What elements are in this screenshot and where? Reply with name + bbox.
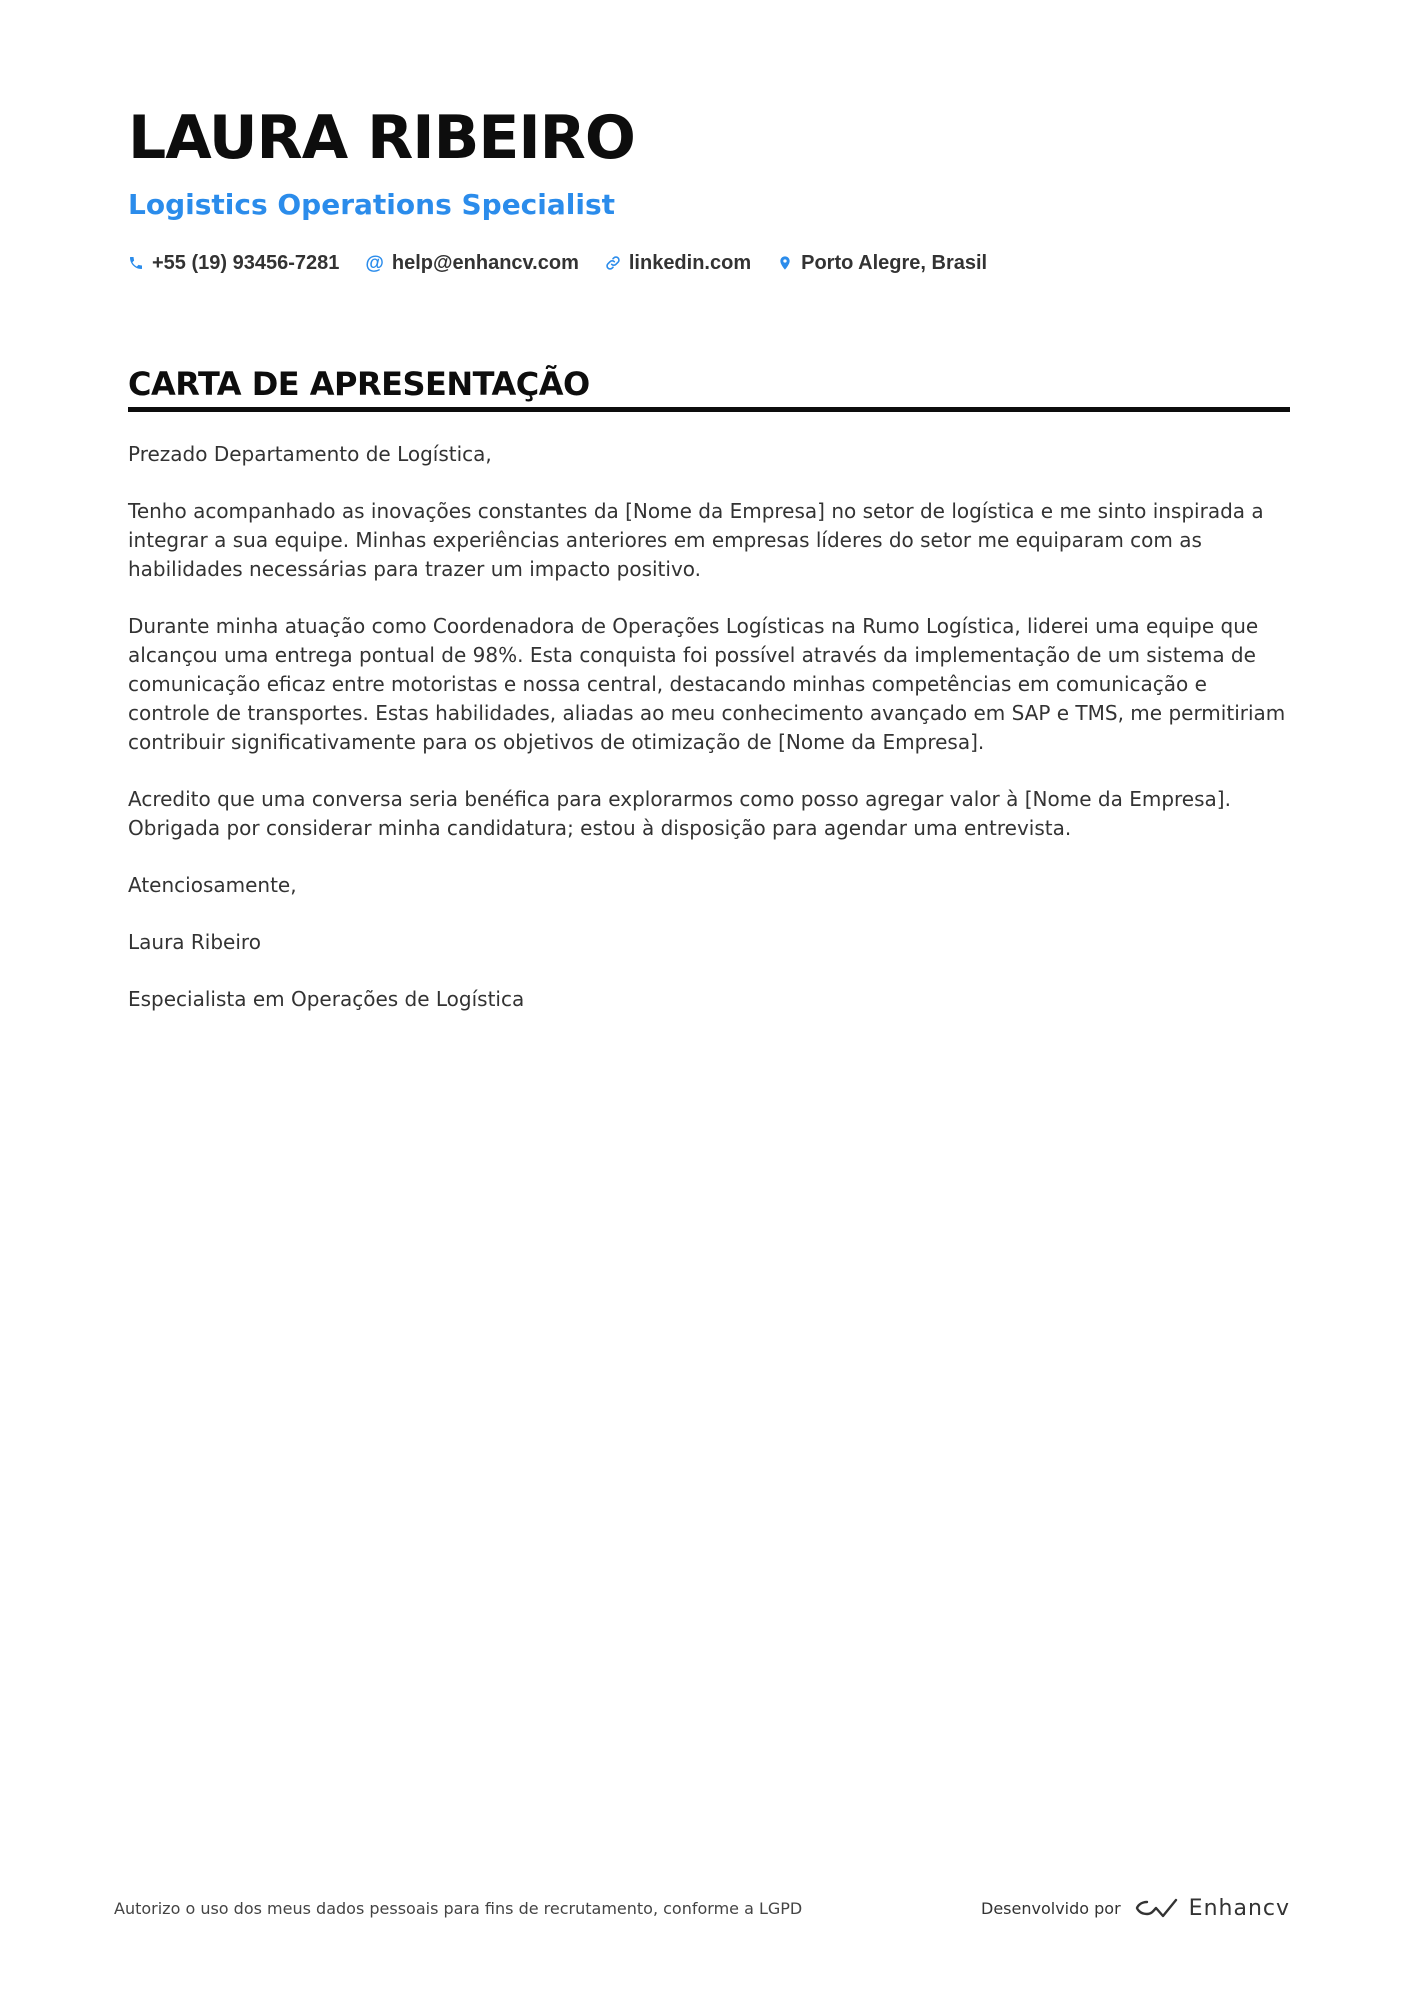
phone-text: +55 (19) 93456-7281 <box>152 251 340 274</box>
contact-phone[interactable] <box>128 252 339 275</box>
candidate-name: LAURA RIBEIRO <box>128 103 635 173</box>
contact-location <box>777 252 987 275</box>
section-title: CARTA DE APRESENTAÇÃO <box>128 366 1290 412</box>
at-icon: @ <box>365 252 384 274</box>
enhancv-logo-icon <box>1133 1896 1179 1920</box>
powered-by-label: Desenvolvido por <box>981 1898 1121 1918</box>
signature-name: Laura Ribeiro <box>128 929 261 954</box>
link-icon <box>605 255 621 271</box>
signature-title: Especialista em Operações de Logística <box>128 986 525 1011</box>
contact-email[interactable] <box>365 252 578 275</box>
letter-greeting: Prezado Departamento de Logística, <box>128 441 492 466</box>
powered-by[interactable] <box>981 1896 1290 1921</box>
linkedin-text: linkedin.com <box>628 251 752 274</box>
letter-closing: Atenciosamente, <box>128 872 297 897</box>
job-title: Logistics Operations Specialist <box>128 188 616 221</box>
contact-linkedin[interactable] <box>605 252 751 275</box>
contact-bar <box>128 252 1288 275</box>
enhancv-brand-text: Enhancv <box>1188 1895 1290 1921</box>
letter-paragraph: Durante minha atuação como Coordenadora de Operações Logísticas na Rumo Logística, liderei uma equipe que alcançou uma entrega pontual de 98%. Esta conquista foi possível através da implementação de um sistema de comunicação eficaz entre motoristas e nossa central, destacando minhas competências em comunicação e controle de transportes. Estas habilidades, aliadas ao meu conhecimento avançado em SAP e TMS, me permitiriam contribuir significativamente para os objetivos de otimização de [Nome da Empresa]. <box>128 613 1286 754</box>
email-text: help@enhancv.com <box>391 251 579 274</box>
enhancv-logo[interactable] <box>1133 1896 1290 1921</box>
footer <box>114 1888 1290 1928</box>
cover-letter-section <box>128 366 1290 1042</box>
phone-icon <box>128 255 144 271</box>
letter-body <box>128 440 1290 1014</box>
letter-paragraph: Acredito que uma conversa seria benéfica para explorarmos como posso agregar valor à [Nome da Empresa]. Obrigada por considerar minha candidatura; estou à disposição para agendar uma entrevista. <box>128 786 1231 840</box>
location-text: Porto Alegre, Brasil <box>801 251 988 274</box>
location-pin-icon <box>777 255 793 271</box>
letter-paragraph: Tenho acompanhado as inovações constantes da [Nome da Empresa] no setor de logística e me sinto inspirada a integrar a sua equipe. Minhas experiências anteriores em empresas líderes do setor me equiparam com as habilidades necessárias para trazer um impacto positivo. <box>128 498 1264 581</box>
header <box>128 103 1288 275</box>
consent-text: Autorizo o uso dos meus dados pessoais para fins de recrutamento, conforme a LGPD <box>114 1898 803 1918</box>
